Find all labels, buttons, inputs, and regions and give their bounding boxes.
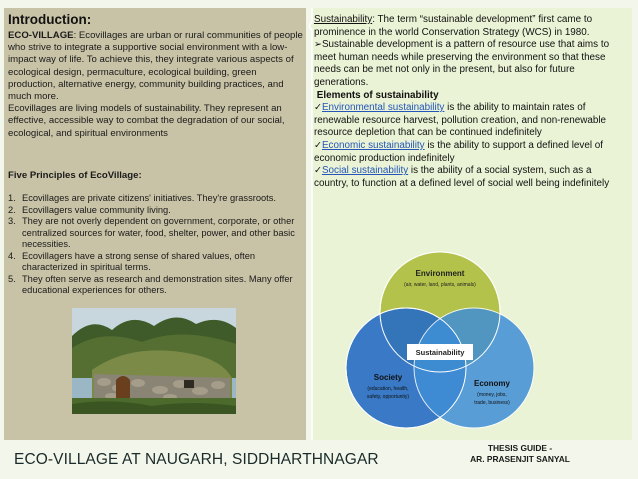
society-sublabel-1: (education, health, [367,386,409,392]
sustainability-center-label: Sustainability [415,348,465,357]
environment-label: Environment [415,269,465,278]
principle-number: 1. [8,193,16,203]
economy-sublabel-1: (money, jobs, [477,392,507,398]
economy-circle [414,308,534,428]
principles-title-colon: : [138,170,142,181]
environment-sublabel: (air, water, land, plants, animals) [404,282,476,288]
thesis-guide-line-1: THESIS GUIDE - [487,443,553,453]
eco-village-definition [8,30,304,103]
environmental-sustainability-link[interactable]: Environmental sustainability [321,102,445,114]
principle-item [8,251,304,274]
thesis-guide-line-2: AR. PRASENJIT SANYAL [470,454,570,464]
principle-item [8,205,304,217]
principle-item [8,193,304,205]
economy-label: Economy [473,379,511,388]
sustainability-content [314,14,628,190]
checkmark-icon: ✓ [314,165,322,177]
economic-sustainability-link[interactable]: Economic sustainability [321,139,425,151]
economy-sublabel-2: trade, business) [474,400,510,406]
sustainability-term: Sustainability [314,14,373,25]
principles-list [8,193,304,297]
principle-text: Ecovillagers value community living. [22,204,171,215]
sustainable-development-pattern [314,39,628,89]
checkmark-icon: ✓ [314,102,322,114]
eco-village-term: ECO-VILLAGE [8,30,74,41]
eco-village-definition-text: : Ecovillages are urban or rural communities of people who strive to integrate a supportive social environment with a low-impact way of life. To achieve this, they integrate various aspects of ecological design, permaculture, ecological building, green production, alternative energy, community building practices, and much more. [8,30,303,103]
social-item [314,165,628,190]
environmental-text: is the ability to maintain rates of renewable resource harvest, pollution creation, and non-renewable resource depletion that can be continued indefinitely [314,102,607,139]
economic-text: is the ability to support a defined level of economic production indefinitely [314,139,604,164]
thesis-guide [440,443,600,465]
economic-item [314,140,628,165]
checkmark-icon: ✓ [314,139,322,151]
principle-item [8,274,304,297]
principle-text: They often serve as research and demonstration sites. Many offer educational experiences for others. [22,273,293,295]
principle-number: 2. [8,204,16,215]
principle-text: They are not overly dependent on government, corporate, or other centralized sources for water, food, shelter, power, and other basic necessities. [22,216,295,249]
footer-title: ECO-VILLAGE AT NAUGARH, SIDDHARTHNAGAR [14,451,379,468]
principles-title [8,170,142,181]
principle-number: 4. [8,250,16,261]
principles-title-text: Five Principles of EcoVillage [8,170,139,181]
introduction-body [8,30,304,140]
principle-item [8,216,304,251]
society-sublabel-2: safety, opportunity) [366,394,410,400]
arrow-bullet-icon: ➢ [314,39,322,51]
social-text: is the ability of a social system, such as a country, to function at a defined level of social well being indefinitely [314,165,610,189]
elements-title-text: Elements of sustainability [316,89,439,101]
sustainability-definition [314,14,628,39]
divider-bracket [307,8,313,440]
social-sustainability-link[interactable]: Social sustainability [321,165,409,177]
principle-number: 3. [8,216,16,226]
society-label: Society [373,373,403,382]
earth-house-photo [72,308,236,414]
sustainability-venn-diagram [340,250,540,435]
pattern-text: Sustainable development is a pattern of resource use that aims to meet human needs while preserving the environment so that these needs can be met not only in the present, but also for future generations. [314,39,610,88]
environmental-item [314,102,628,140]
introduction-title: Introduction: [8,12,92,27]
principle-text: Ecovillages are private citizens' initiatives. They're grassroots. [22,193,276,203]
living-models-text: Ecovillages are living models of sustainability. They represent an effective, accessible way to combat the degradation of our social, ecological, and spiritual environments [8,103,285,139]
principle-text: Ecovillagers have a strong sense of shared values, often characterized in spiritual terms. [22,250,256,272]
sustainability-definition-text: : The term “sustainable development” first came to prominence in the world Conservation Strategy (WCS) in 1980. [314,14,593,38]
principle-number: 5. [8,273,16,284]
elements-title [314,90,628,103]
